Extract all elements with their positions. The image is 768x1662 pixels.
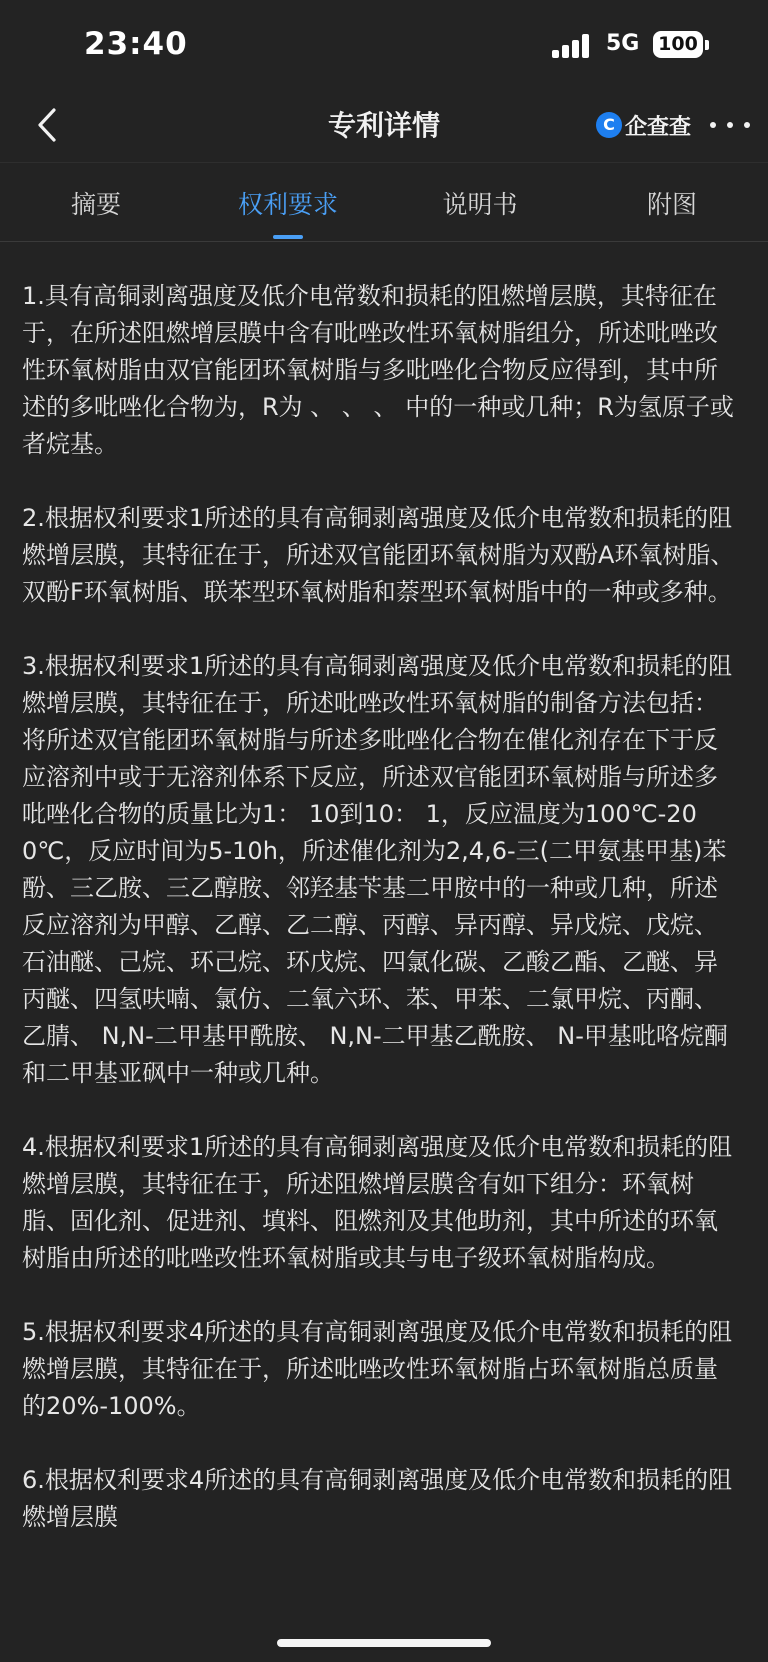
tab-label: 权利要求 [237,190,338,219]
active-tab-indicator [273,235,303,239]
claim-item: 2.根据权利要求1所述的具有高铜剥离强度及低介电常数和损耗的阻燃增层膜，其特征在于，所述双官能团环氧树脂为双酚A环氧树脂、双酚F环氧树脂、联苯型环氧树脂和萘型环氧树脂中的一种或多种。 [22,504,735,606]
claim-item: 6.根据权利要求4所述的具有高铜剥离强度及低介电常数和损耗的阻燃增层膜 [22,1466,733,1531]
tab-bar [0,163,768,241]
brand-link[interactable] [596,108,691,142]
battery-tip [705,40,709,50]
tab-label: 说明书 [442,190,518,219]
signal-icon [552,34,592,58]
nav-bar [0,90,768,162]
tab-drawings[interactable] [576,163,768,241]
tab-abstract[interactable] [0,163,192,241]
more-dot-icon [710,122,716,128]
home-indicator[interactable] [277,1639,491,1647]
status-bar [0,0,768,90]
tab-description[interactable] [384,163,576,241]
brand-name: 企查查 [625,114,692,140]
qichacha-logo-icon: C [596,112,622,138]
claim-item: 1.具有高铜剥离强度及低介电常数和损耗的阻燃增层膜，其特征在于，在所述阻燃增层膜中含有吡唑改性环氧树脂组分，所述吡唑改性环氧树脂由双官能团环氧树脂与多吡唑化合物反应得到，其中所述的多吡唑化合物为，R为 、 、 、 中的一种或几种；R为氢原子或者烷基。 [22,282,734,458]
tabs-divider [0,241,768,242]
more-dot-icon [727,122,733,128]
tab-label: 摘要 [70,190,121,219]
tab-claims[interactable] [192,163,384,241]
status-time: 23:40 [84,26,188,62]
more-dot-icon [744,122,750,128]
claim-item: 5.根据权利要求4所述的具有高铜剥离强度及低介电常数和损耗的阻燃增层膜，其特征在于，所述吡唑改性环氧树脂占环氧树脂总质量的20%-100%。 [22,1318,733,1420]
more-button[interactable] [710,108,750,142]
claim-item: 3.根据权利要求1所述的具有高铜剥离强度及低介电常数和损耗的阻燃增层膜，其特征在于，所述吡唑改性环氧树脂的制备方法包括：将所述双官能团环氧树脂与所述多吡唑化合物在催化剂存在下于反应溶剂中或于无溶剂体系下反应，所述双官能团环氧树脂与所述多吡唑化合物的质量比为1： 10到10： 1，反应温度为100℃-200℃，反应时间为5-10h，所述催化剂为2,4,6-三(二甲氨基甲基)苯酚、三乙胺、三乙醇胺、邻羟基苄基二甲胺中的一种或几种，所述反应溶剂为甲醇、乙醇、乙二醇、丙醇、异丙醇、异戊烷、戊烷、石油醚、己烷、环己烷、环戊烷、四氯化碳、乙酸乙酯、乙醚、异丙醚、四氢呋喃、氯仿、二氧六环、苯、甲苯、二氯甲烷、丙酮、乙腈、 N,N-二甲基甲酰胺、 N,N-二甲基乙酰胺、 N-甲基吡咯烷酮和二甲基亚砜中一种或几种。 [22,652,733,1087]
claims-content[interactable] [22,278,740,1662]
page-title: 专利详情 [327,109,440,142]
battery-icon: 100 [653,31,703,58]
tab-label: 附图 [646,190,697,219]
network-type: 5G [606,31,640,56]
claim-item: 4.根据权利要求1所述的具有高铜剥离强度及低介电常数和损耗的阻燃增层膜，其特征在于，所述阻燃增层膜含有如下组分：环氧树脂、固化剂、促进剂、填料、阻燃剂及其他助剂，其中所述的环氧树脂由所述的吡唑改性环氧树脂或其与电子级环氧树脂构成。 [22,1133,733,1272]
